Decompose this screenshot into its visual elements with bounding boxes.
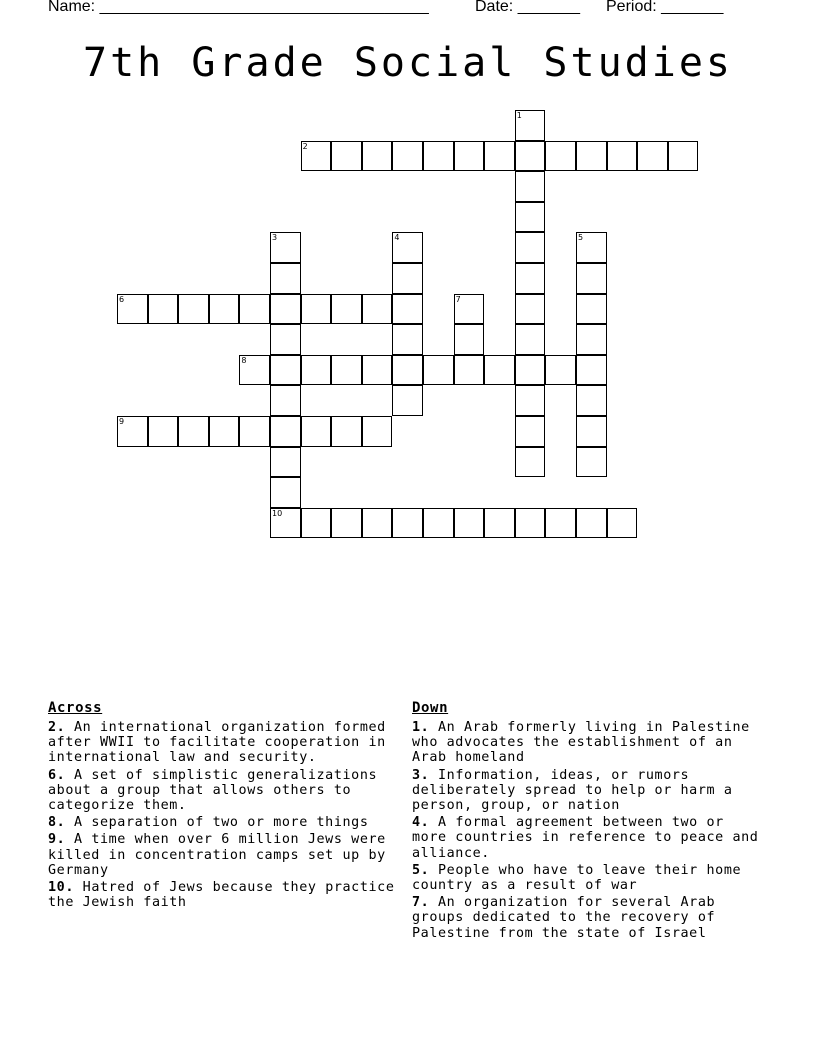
crossword-cell[interactable] — [576, 294, 607, 325]
crossword-cell[interactable] — [607, 141, 638, 172]
crossword-cell[interactable] — [515, 232, 546, 263]
crossword-cell[interactable] — [362, 355, 393, 386]
crossword-cell[interactable] — [270, 355, 301, 386]
crossword-cell[interactable] — [545, 141, 576, 172]
crossword-cell[interactable] — [454, 294, 485, 325]
crossword-cell[interactable] — [576, 263, 607, 294]
crossword-cell[interactable] — [270, 508, 301, 539]
crossword-cell[interactable] — [392, 263, 423, 294]
crossword-cell[interactable] — [270, 477, 301, 508]
crossword-cell[interactable] — [148, 416, 179, 447]
crossword-cell[interactable] — [301, 141, 332, 172]
crossword-cell[interactable] — [515, 416, 546, 447]
crossword-cell[interactable] — [362, 416, 393, 447]
clue-number-label: 2 — [302, 141, 308, 151]
crossword-cell[interactable] — [484, 508, 515, 539]
crossword-cell[interactable] — [576, 232, 607, 263]
crossword-cell[interactable] — [454, 141, 485, 172]
crossword-cell[interactable] — [270, 385, 301, 416]
down-clue — [412, 895, 764, 941]
crossword-cell[interactable] — [576, 416, 607, 447]
crossword-cell[interactable] — [331, 508, 362, 539]
down-clue — [412, 768, 764, 814]
crossword-cell[interactable] — [454, 355, 485, 386]
crossword-cell[interactable] — [392, 294, 423, 325]
clue-number: 8. — [48, 815, 66, 831]
crossword-cell[interactable] — [545, 508, 576, 539]
clue-number-label: 9 — [119, 417, 125, 426]
clue-number: 1. — [412, 720, 430, 735]
crossword-cell[interactable] — [331, 416, 362, 447]
clue-number-label: 10 — [272, 508, 283, 518]
crossword-cell[interactable] — [392, 324, 423, 355]
clue-text: An Arab formerly living in Palestine who advocates the establishment of an Arab homeland — [412, 720, 750, 766]
clue-text: An international organization formed after WWII to facilitate cooperation in international law and security. — [48, 720, 386, 766]
clue-number-label: 3 — [272, 233, 278, 243]
clue-number: 6. — [48, 767, 66, 783]
crossword-cell[interactable] — [576, 385, 607, 416]
down-clue — [412, 863, 764, 893]
across-clue — [48, 720, 398, 766]
crossword-cell[interactable] — [362, 141, 393, 172]
crossword-cell[interactable] — [484, 355, 515, 386]
crossword-cell[interactable] — [331, 294, 362, 325]
crossword-cell[interactable] — [239, 294, 270, 325]
crossword-cell[interactable] — [576, 324, 607, 355]
clue-text: A separation of two or more things — [65, 815, 369, 831]
clue-number: 4. — [412, 815, 430, 831]
page-title: 7th Grade Social Studies — [83, 40, 733, 86]
crossword-cell[interactable] — [362, 294, 393, 325]
crossword-cell[interactable] — [423, 508, 454, 539]
clue-number-label: 5 — [578, 233, 584, 243]
crossword-cell[interactable] — [270, 324, 301, 355]
crossword-cell[interactable] — [117, 416, 148, 447]
crossword-cell[interactable] — [515, 508, 546, 539]
crossword-cell[interactable] — [301, 294, 332, 325]
crossword-cell[interactable] — [301, 508, 332, 539]
clue-number: 7. — [412, 895, 430, 911]
across-heading: Across — [48, 700, 103, 716]
clue-number: 5. — [412, 862, 430, 878]
period-field[interactable]: Period: _______ — [606, 0, 724, 15]
crossword-cell[interactable] — [270, 232, 301, 263]
crossword-cell[interactable] — [637, 141, 668, 172]
date-field[interactable]: Date: _______ — [475, 0, 580, 15]
across-clue — [48, 880, 398, 910]
crossword-cell[interactable] — [392, 508, 423, 539]
crossword-cell[interactable] — [209, 294, 240, 325]
crossword-cell[interactable] — [515, 324, 546, 355]
clue-number-label: 6 — [119, 294, 125, 304]
down-clues — [412, 700, 764, 943]
crossword-cell[interactable] — [270, 416, 301, 447]
crossword-cell[interactable] — [270, 263, 301, 294]
crossword-cell[interactable] — [576, 447, 607, 478]
clue-text: People who have to leave their home country as a result of war — [412, 862, 742, 894]
clue-number: 10. — [48, 880, 74, 896]
clue-text: Information, ideas, or rumors deliberately spread to help or harm a person, group, or nation — [412, 767, 733, 814]
crossword-cell[interactable] — [270, 447, 301, 478]
across-clue — [48, 832, 398, 878]
crossword-cell[interactable] — [515, 263, 546, 294]
across-clue-list — [48, 720, 398, 910]
crossword-cell[interactable] — [515, 141, 546, 172]
crossword-cell[interactable] — [331, 355, 362, 386]
crossword-cell[interactable] — [392, 385, 423, 416]
across-clue — [48, 768, 398, 814]
clue-number: 2. — [48, 720, 66, 735]
crossword-cell[interactable] — [484, 141, 515, 172]
crossword-cell[interactable] — [423, 141, 454, 172]
crossword-cell[interactable] — [392, 232, 423, 263]
crossword-cell[interactable] — [239, 355, 270, 386]
crossword-cell[interactable] — [515, 385, 546, 416]
across-clues — [48, 700, 398, 912]
crossword-cell[interactable] — [515, 202, 546, 233]
crossword-cell[interactable] — [362, 508, 393, 539]
crossword-cell[interactable] — [668, 141, 699, 172]
crossword-cell[interactable] — [178, 294, 209, 325]
clue-text: A formal agreement between two or more countries in reference to peace and alliance. — [412, 815, 759, 861]
crossword-cell[interactable] — [515, 110, 546, 141]
crossword-cell[interactable] — [209, 416, 240, 447]
crossword-cell[interactable] — [515, 171, 546, 202]
crossword-cell[interactable] — [576, 355, 607, 386]
down-heading: Down — [412, 700, 449, 716]
clue-number: 9. — [48, 832, 66, 848]
across-clue — [48, 815, 398, 830]
crossword-cell[interactable] — [117, 294, 148, 325]
crossword-cell[interactable] — [454, 508, 485, 539]
crossword-cell[interactable] — [239, 416, 270, 447]
name-field[interactable]: Name: _____________________________________ — [48, 0, 429, 15]
down-clue — [412, 815, 764, 861]
down-clue-list — [412, 720, 764, 941]
crossword-cell[interactable] — [515, 447, 546, 478]
clue-number-label: 8 — [241, 355, 247, 365]
crossword-cell[interactable] — [545, 355, 576, 386]
crossword-cell[interactable] — [576, 508, 607, 539]
crossword-cell[interactable] — [148, 294, 179, 325]
crossword-cell[interactable] — [301, 355, 332, 386]
clue-text: Hatred of Jews because they practice the Jewish faith — [48, 880, 395, 911]
clue-text: A set of simplistic generalizations about a group that allows others to categorize them. — [48, 767, 378, 814]
clue-text: A time when over 6 million Jews were killed in concentration camps set up by Germany — [48, 832, 386, 878]
clue-text: An organization for several Arab groups dedicated to the recovery of Palestine from the state of Israel — [412, 895, 716, 941]
crossword-cell[interactable] — [454, 324, 485, 355]
crossword-cell[interactable] — [607, 508, 638, 539]
crossword-cell[interactable] — [270, 294, 301, 325]
clue-number-label: 7 — [455, 294, 461, 304]
crossword-cell[interactable] — [515, 355, 546, 386]
crossword-cell[interactable] — [301, 416, 332, 447]
crossword-cell[interactable] — [392, 141, 423, 172]
crossword-cell[interactable] — [515, 294, 546, 325]
crossword-cell[interactable] — [392, 355, 423, 386]
clue-number: 3. — [412, 767, 430, 783]
crossword-cell[interactable] — [331, 141, 362, 172]
clue-number-label: 1 — [516, 111, 522, 120]
crossword-cell[interactable] — [178, 416, 209, 447]
clue-number-label: 4 — [394, 233, 400, 243]
crossword-cell[interactable] — [423, 355, 454, 386]
down-clue — [412, 720, 764, 766]
crossword-cell[interactable] — [576, 141, 607, 172]
